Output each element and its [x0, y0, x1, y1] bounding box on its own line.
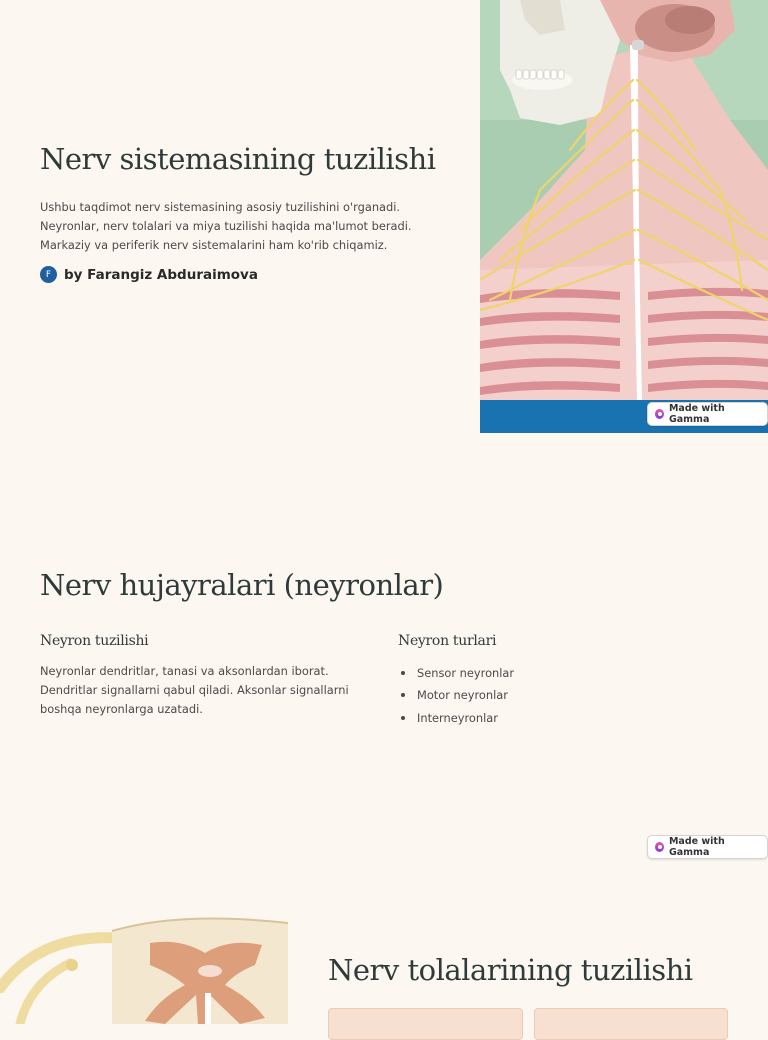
gamma-logo-icon [655, 409, 664, 419]
badge-label: Made with Gamma [668, 836, 725, 858]
author-name: by Farangiz Abduraimova [64, 266, 258, 283]
list-item: Sensor neyronlar [398, 662, 514, 684]
author-byline [40, 266, 258, 283]
gamma-logo-icon [655, 842, 664, 852]
content-card [534, 1008, 728, 1040]
list-item: Motor neyronlar [398, 684, 514, 706]
avatar: F [40, 266, 57, 283]
neuron-structure-heading: Neyron tuzilishi [40, 633, 149, 649]
neuron-types-list [398, 662, 514, 729]
title-slide [0, 0, 768, 433]
badge-label: Made with Gamma [668, 403, 725, 425]
slide-title: Nerv sistemasining tuzilishi [40, 142, 436, 176]
list-item: Interneyronlar [398, 707, 514, 729]
neurons-slide [0, 433, 768, 873]
made-with-gamma-badge[interactable] [647, 835, 768, 859]
neuron-types-heading: Neyron turlari [398, 633, 497, 649]
content-card [328, 1008, 523, 1040]
neuron-structure-text: Neyronlar dendritlar, tanasi va aksonlardan iborat. Dendritlar signallarni qabul qiladi. Aksonlar signallarni boshqa neyronlarga uzatadi. [40, 664, 349, 716]
spinal-cord-image [0, 893, 288, 1024]
slide-title: Nerv tolalarining tuzilishi [328, 953, 693, 987]
made-with-gamma-badge[interactable] [647, 402, 768, 426]
slide-description: Ushbu taqdimot nerv sistemasining asosiy tuzilishini o'rganadi. Neyronlar, nerv tolalari va miya tuzilishi haqida ma'lumot beradi. Markaziy va periferik nerv sistemalarini ham ko'rib chiqamiz. [40, 200, 412, 252]
nervous-system-image [480, 0, 768, 433]
slide-title: Nerv hujayralari (neyronlar) [40, 568, 444, 602]
